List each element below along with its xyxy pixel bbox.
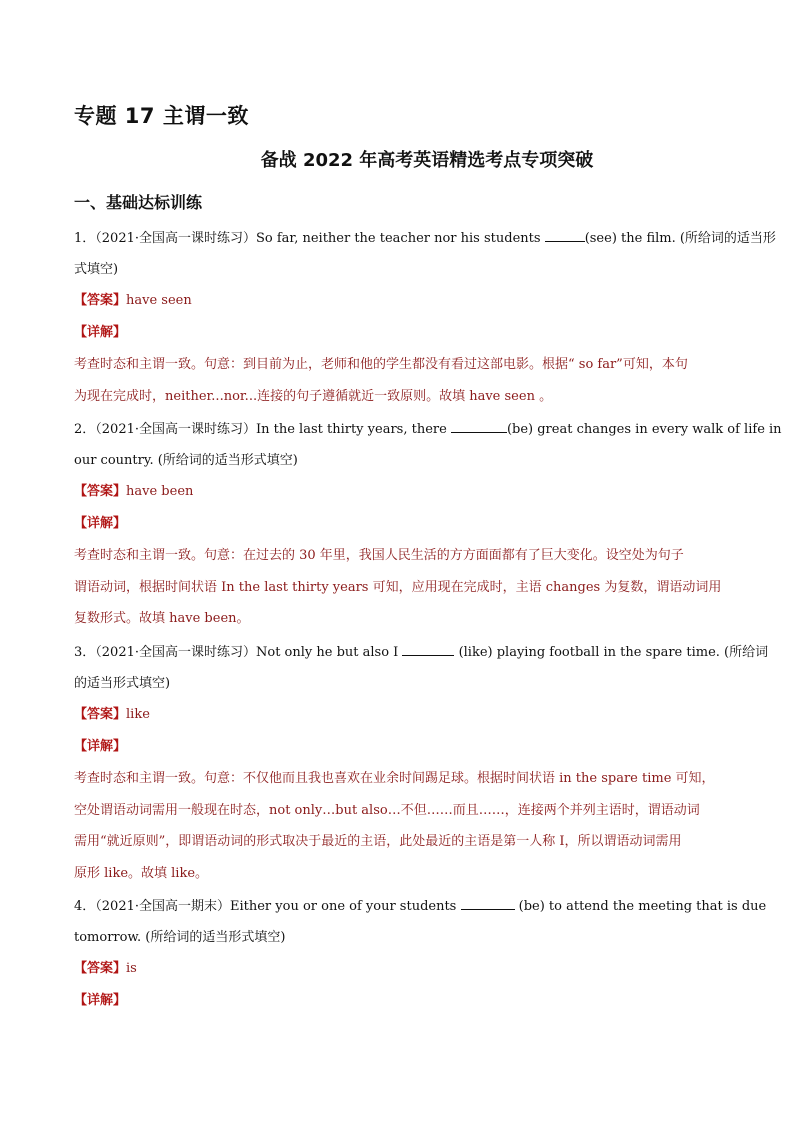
question-1-detail-line: 为现在完成时，neither...nor...连接的句子遵循就近一致原则。故填 have seen 。	[74, 389, 553, 404]
question-3-answer: 【答案】like	[74, 707, 150, 722]
question-2-detail-label: 【详解】	[74, 516, 127, 531]
question-4-answer: 【答案】is	[74, 961, 137, 976]
question-1-line-2: 式填空)	[74, 262, 119, 277]
question-4-line-1: 4．（2021·全国高一期末）Either you or one of your students (be) to attend the meeting that is due	[74, 899, 767, 914]
answer-blank	[402, 643, 454, 656]
question-3-detail-line: 原形 like。故填 like。	[74, 866, 209, 881]
question-1-detail-label: 【详解】	[74, 325, 127, 340]
question-1-detail-line: 考查时态和主谓一致。句意：到目前为止，老师和他的学生都没有看过这部电影。根据“ so far”可知，本句	[74, 357, 688, 372]
question-3-detail-line: 空处谓语动词需用一般现在时态，not only…but also…不但……而且……，连接两个并列主语时，谓语动词	[74, 803, 700, 818]
question-1-line-1: 1．（2021·全国高一课时练习）So far, neither the teacher nor his students (see) the film. (所给词的适当形	[74, 231, 776, 246]
answer-blank	[461, 897, 515, 910]
question-3-line-2: 的适当形式填空)	[74, 676, 171, 691]
section-heading: 一、基础达标训练	[74, 193, 203, 212]
question-4-detail-label: 【详解】	[74, 993, 127, 1008]
question-3-line-1: 3．（2021·全国高一课时练习）Not only he but also I (like) playing football in the spare time. (所给词	[74, 645, 769, 660]
question-2-line-1: 2．（2021·全国高一课时练习）In the last thirty years, there (be) great changes in every walk of life in	[74, 422, 782, 437]
question-2-detail-line: 复数形式。故填 have been。	[74, 611, 250, 626]
answer-blank	[451, 420, 507, 433]
question-3-detail-line: 考查时态和主谓一致。句意：不仅他而且我也喜欢在业余时间踢足球。根据时间状语 in the spare time 可知，	[74, 771, 715, 786]
page-title: 专题 17 主谓一致	[74, 104, 249, 128]
question-2-detail-line: 考查时态和主谓一致。句意：在过去的 30 年里，我国人民生活的方方面面都有了巨大变化。设空处为句子	[74, 548, 684, 563]
question-2-detail-line: 谓语动词，根据时间状语 In the last thirty years 可知，应用现在完成时，主语 changes 为复数，谓语动词用	[74, 580, 722, 595]
question-2-answer: 【答案】have been	[74, 484, 194, 499]
question-3-detail-label: 【详解】	[74, 739, 127, 754]
page-subtitle: 备战 2022 年高考英语精选考点专项突破	[260, 150, 594, 171]
question-4-line-2: tomorrow. (所给词的适当形式填空)	[74, 930, 286, 945]
question-1-answer: 【答案】have seen	[74, 293, 192, 308]
answer-blank	[545, 229, 585, 242]
question-2-line-2: our country. (所给词的适当形式填空)	[74, 453, 298, 468]
question-3-detail-line: 需用“就近原则”，即谓语动词的形式取决于最近的主语，此处最近的主语是第一人称 I，所以谓语动词需用	[74, 834, 682, 849]
